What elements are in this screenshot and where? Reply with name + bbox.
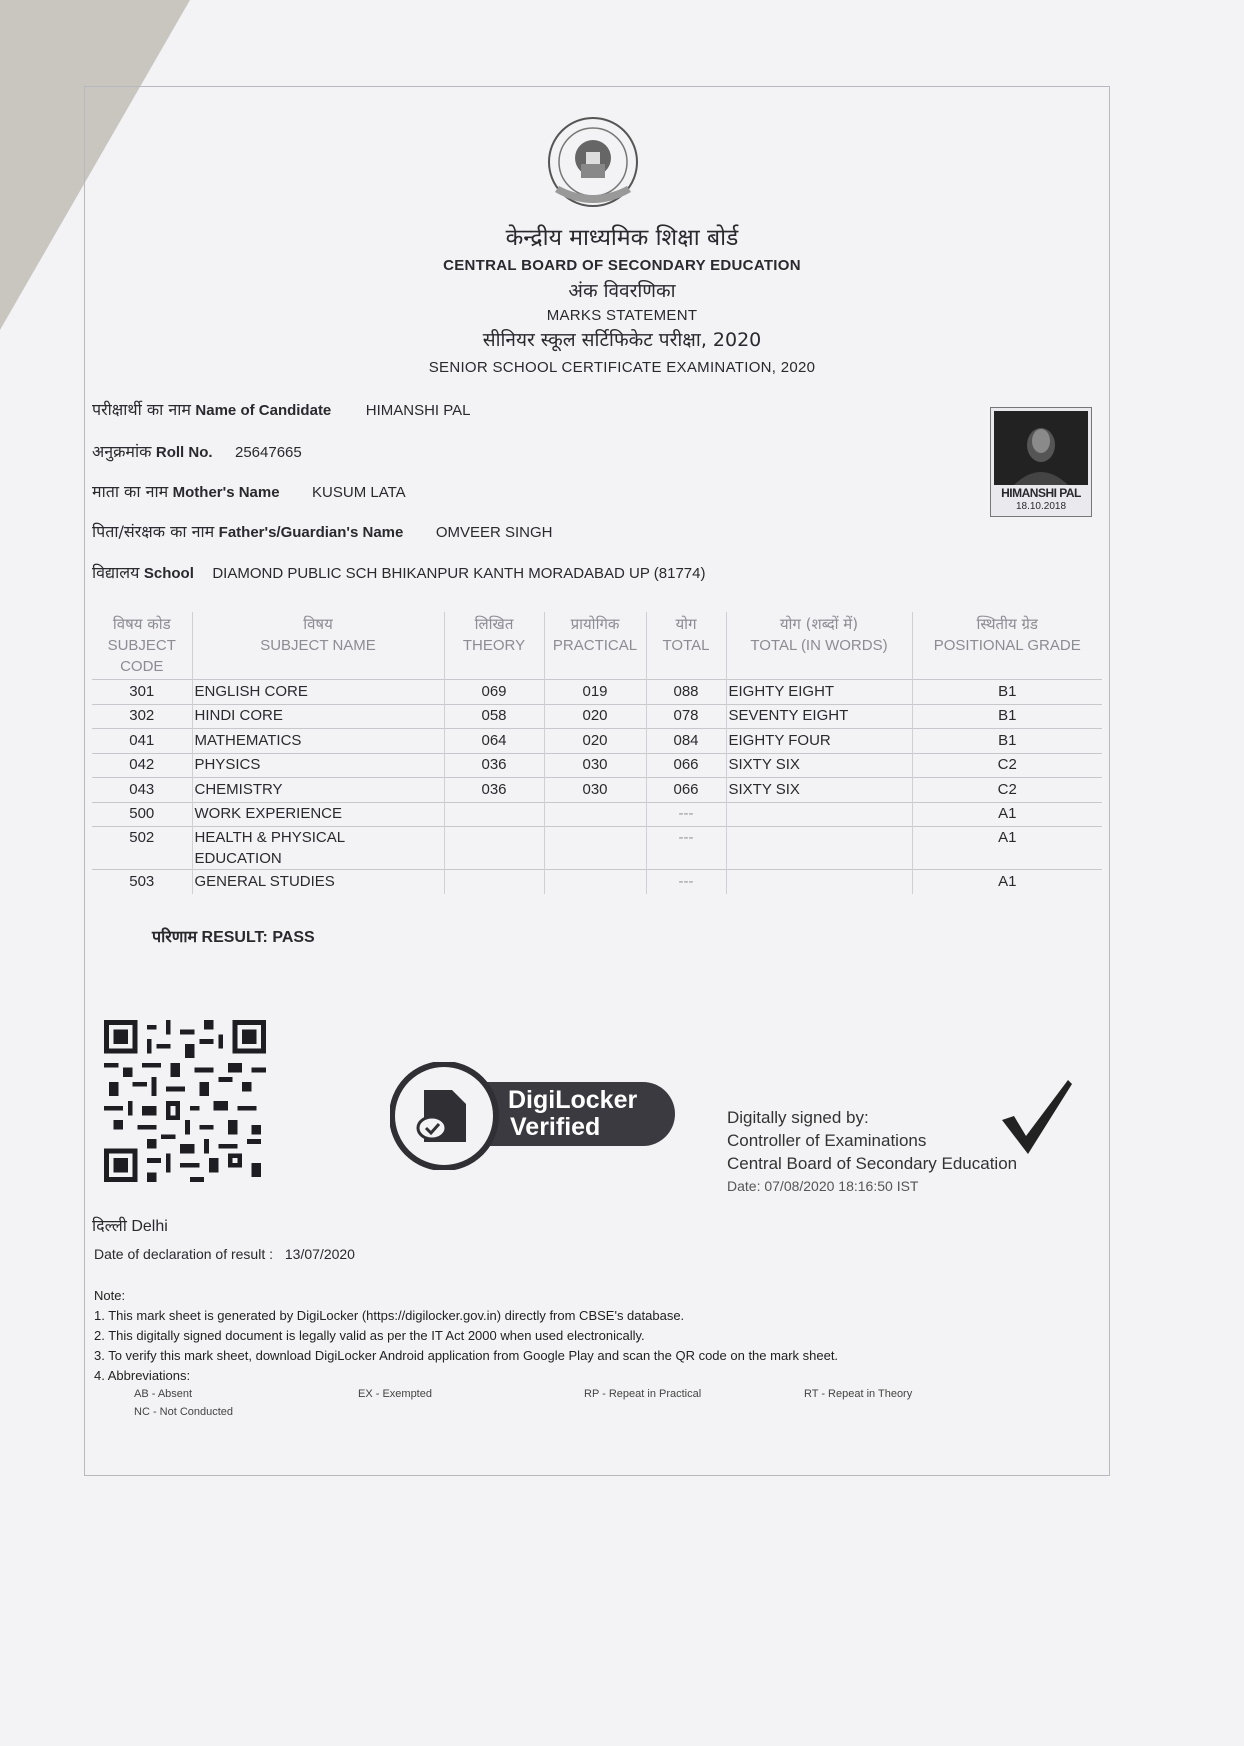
candidate-photo [990, 407, 1092, 517]
photo-image [994, 411, 1088, 485]
board-name-english: CENTRAL BOARD OF SECONDARY EDUCATION [443, 257, 801, 274]
total-marks: 078 [646, 704, 726, 729]
positional-grade: C2 [912, 778, 1102, 803]
school-label-en: School [143, 565, 194, 582]
practical-marks: 030 [544, 753, 646, 778]
table-row [92, 729, 1102, 754]
note-item: 2. This digitally signed document is legally valid as per the IT Act 2000 when used electronically. [94, 1328, 645, 1343]
theory-marks: 058 [444, 704, 544, 729]
table-row [92, 802, 1102, 827]
total-in-words [726, 870, 912, 894]
signer-org: Central Board of Secondary Education [727, 1154, 1018, 1173]
father-label-hi: पिता/संरक्षक का नाम [92, 522, 215, 541]
notes-section [94, 1286, 1104, 1446]
candidate-name-label-hi: परीक्षार्थी का नाम [92, 400, 191, 419]
candidate-name: HIMANSHI PAL [365, 402, 471, 419]
subject-code: 503 [92, 870, 192, 894]
positional-grade: A1 [912, 802, 1102, 827]
subject-code: 502 [92, 827, 192, 870]
total-marks: --- [646, 870, 726, 894]
table-row [92, 870, 1102, 894]
school-name: DIAMOND PUBLIC SCH BHIKANPUR KANTH MORADABAD UP (81774) [212, 565, 706, 582]
total-marks: 088 [646, 680, 726, 705]
roll-row [92, 440, 302, 462]
abbr-not-conducted: NC - Not Conducted [134, 1406, 234, 1418]
exam-title-english: SENIOR SCHOOL CERTIFICATE EXAMINATION, 2020 [428, 359, 816, 376]
header-total-words: योग (शब्दों में) TOTAL (IN WORDS) [726, 612, 912, 680]
school-label-hi: विद्यालय [92, 563, 140, 582]
mother-row [92, 480, 406, 502]
total-marks: --- [646, 802, 726, 827]
practical-marks: 020 [544, 729, 646, 754]
total-in-words: SIXTY SIX [726, 753, 912, 778]
positional-grade: B1 [912, 729, 1102, 754]
subject-code: 302 [92, 704, 192, 729]
table-row [92, 753, 1102, 778]
total-in-words [726, 827, 912, 870]
abbr-exempted: EX - Exempted [358, 1388, 432, 1400]
declaration-label: Date of declaration of result : [94, 1246, 273, 1262]
table-row [92, 704, 1102, 729]
father-name: OMVEER SINGH [435, 524, 553, 541]
practical-marks [544, 827, 646, 870]
theory-marks: 036 [444, 778, 544, 803]
place-english: Delhi [131, 1218, 168, 1235]
header-practical: प्रायोगिक PRACTICAL [544, 612, 646, 680]
result-label-hi: परिणाम [152, 927, 198, 946]
father-label-en: Father's/Guardian's Name [218, 524, 404, 541]
positional-grade: A1 [912, 827, 1102, 870]
practical-marks: 020 [544, 704, 646, 729]
digilocker-text: DigiLocker [508, 1086, 638, 1114]
roll-number: 25647665 [234, 444, 302, 461]
cbse-emblem-icon [543, 112, 643, 214]
digilocker-verified-badge [390, 1062, 680, 1170]
theory-marks: 036 [444, 753, 544, 778]
school-row [92, 561, 706, 583]
digital-signature-block [727, 1106, 1017, 1198]
subject-name: HINDI CORE [192, 704, 444, 729]
header-grade: स्थितीय ग्रेड POSITIONAL GRADE [912, 612, 1102, 680]
positional-grade: A1 [912, 870, 1102, 894]
subject-code: 042 [92, 753, 192, 778]
total-in-words: EIGHTY EIGHT [726, 680, 912, 705]
mother-label-en: Mother's Name [172, 484, 280, 501]
table-row [92, 778, 1102, 803]
abbr-absent: AB - Absent [134, 1388, 193, 1400]
candidate-name-row [92, 398, 470, 420]
board-name-hindi: केन्द्रीय माध्यमिक शिक्षा बोर्ड [505, 225, 739, 251]
exam-title-hindi: सीनियर स्कूल सर्टिफिकेट परीक्षा, 2020 [482, 329, 762, 351]
practical-marks [544, 870, 646, 894]
total-marks: 066 [646, 778, 726, 803]
subject-name: MATHEMATICS [192, 729, 444, 754]
subject-code: 041 [92, 729, 192, 754]
checkmark-icon [998, 1076, 1074, 1156]
total-marks: 066 [646, 753, 726, 778]
abbr-repeat-theory: RT - Repeat in Theory [804, 1388, 913, 1400]
header-total: योग TOTAL [646, 612, 726, 680]
positional-grade: B1 [912, 680, 1102, 705]
theory-marks: 064 [444, 729, 544, 754]
total-marks: 084 [646, 729, 726, 754]
header-subject: विषय SUBJECT NAME [192, 612, 444, 680]
header-code: विषय कोड SUBJECT CODE [107, 615, 176, 675]
abbr-repeat-practical: RP - Repeat in Practical [584, 1388, 702, 1400]
table-header-row [92, 612, 1102, 680]
roll-label-hi: अनुक्रमांक [92, 442, 152, 461]
father-row [92, 520, 553, 542]
practical-marks [544, 802, 646, 827]
note-item: 4. Abbreviations: [94, 1368, 191, 1383]
subject-name: ENGLISH CORE [192, 680, 444, 705]
subject-code: 301 [92, 680, 192, 705]
result-label-en: RESULT: PASS [201, 929, 315, 946]
header-theory: लिखित THEORY [444, 612, 544, 680]
signature-date: Date: 07/08/2020 18:16:50 IST [727, 1178, 919, 1194]
total-marks: --- [646, 827, 726, 870]
candidate-name-label-en: Name of Candidate [195, 402, 332, 419]
qr-code-icon[interactable] [100, 1020, 270, 1182]
total-in-words: SEVENTY EIGHT [726, 704, 912, 729]
signer-title: Controller of Examinations [727, 1131, 927, 1150]
total-in-words: SIXTY SIX [726, 778, 912, 803]
marks-table [92, 612, 1102, 894]
place-hindi: दिल्ली [92, 1216, 127, 1235]
total-in-words [726, 802, 912, 827]
place [92, 1214, 168, 1236]
total-in-words: EIGHTY FOUR [726, 729, 912, 754]
positional-grade: B1 [912, 704, 1102, 729]
mother-name: KUSUM LATA [312, 484, 406, 501]
photo-caption: HIMANSHI PAL [1001, 486, 1081, 500]
doc-title-hindi: अंक विवरणिका [568, 280, 676, 302]
doc-title-english: MARKS STATEMENT [546, 307, 698, 324]
table-row [92, 827, 1102, 870]
subject-name: WORK EXPERIENCE [192, 802, 444, 827]
subject-name: CHEMISTRY [192, 778, 444, 803]
mother-label-hi: माता का नाम [92, 482, 169, 501]
declaration-date-row [94, 1246, 355, 1262]
subject-code: 043 [92, 778, 192, 803]
signed-by: Digitally signed by: [727, 1108, 869, 1127]
declaration-date: 13/07/2020 [284, 1246, 355, 1262]
theory-marks [444, 870, 544, 894]
roll-label-en: Roll No. [155, 444, 213, 461]
subject-code: 500 [92, 802, 192, 827]
theory-marks [444, 827, 544, 870]
table-row [92, 680, 1102, 705]
result-status [152, 925, 315, 947]
theory-marks: 069 [444, 680, 544, 705]
practical-marks: 019 [544, 680, 646, 705]
practical-marks: 030 [544, 778, 646, 803]
subject-name: GENERAL STUDIES [192, 870, 444, 894]
theory-marks [444, 802, 544, 827]
positional-grade: C2 [912, 753, 1102, 778]
notes-title: Note: [94, 1288, 126, 1303]
note-item: 3. To verify this mark sheet, download DigiLocker Android application from Google Play and scan the QR code on the mark sheet. [94, 1348, 839, 1363]
subject-name: HEALTH & PHYSICAL EDUCATION [192, 827, 444, 870]
photo-date: 18.10.2018 [1015, 501, 1067, 512]
note-item: 1. This mark sheet is generated by DigiLocker (https://digilocker.gov.in) directly from CBSE's database. [94, 1308, 685, 1323]
subject-name: PHYSICS [192, 753, 444, 778]
verified-text: Verified [510, 1113, 601, 1141]
